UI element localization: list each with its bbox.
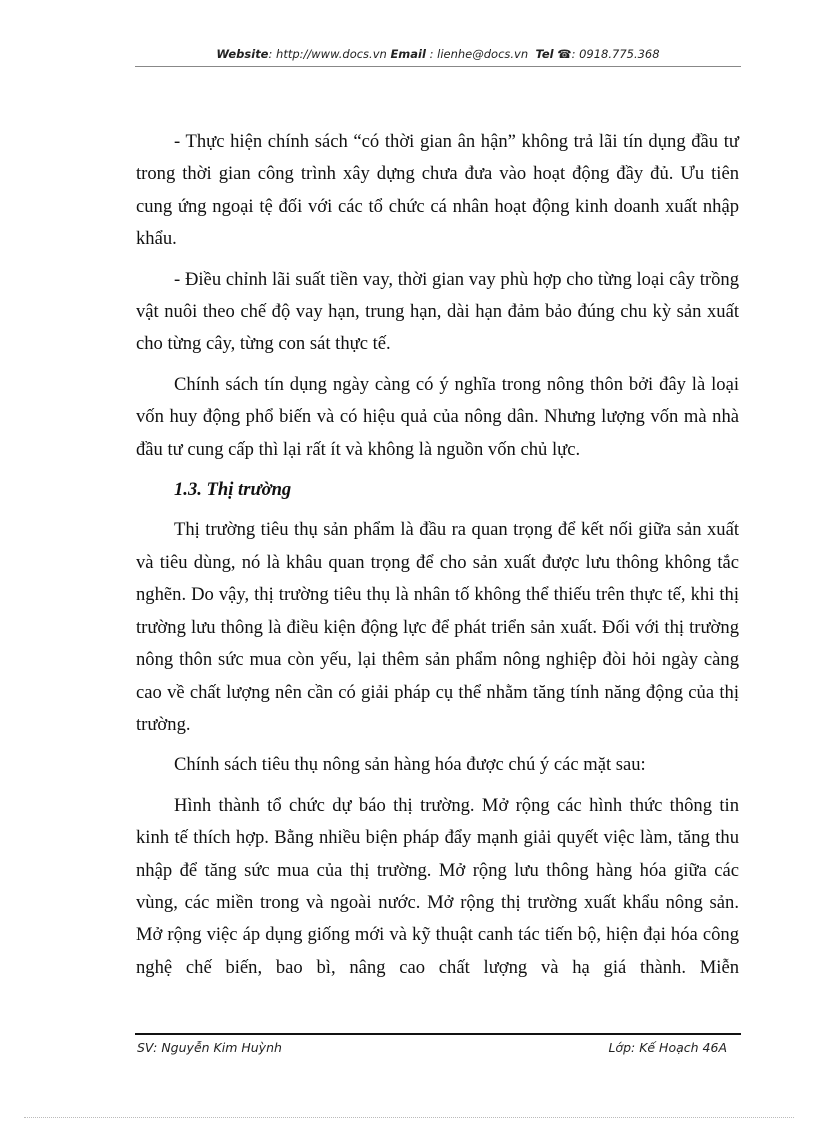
email-label: Email (390, 47, 426, 61)
header-divider (135, 66, 741, 67)
tel-number: : 0918.775.368 (571, 47, 660, 61)
paragraph-market-measures: Hình thành tổ chức dự báo thị trường. Mở rộng các hình thức thông tin kinh tế thích hợp. Bằng nhiều biện pháp đẩy mạnh giải quyết việc làm, tăng thu nhập để tăng sức mua của thị trường. Mở rộng lưu thông hàng hóa giữa các vùng, các miền trong và ngoài nước. Mở rộng thị trường xuất khẩu nông sản. Mở rộng việc áp dụng giống mới và kỹ thuật canh tác tiến bộ, hiện đại hóa công nghệ chế biến, bao bì, nâng cao chất lượng và hạ giá thành. Miễn (136, 794, 739, 978)
page-bottom-border (24, 1117, 794, 1118)
paragraph-consumption-policy: Chính sách tiêu thụ nông sản hàng hóa được chú ý các mặt sau: (174, 754, 646, 776)
paragraph-interest-adjustment: - Điều chỉnh lãi suất tiền vay, thời gian vay phù hợp cho từng loại cây trồng vật nuôi theo chế độ vay hạn, trung hạn, dài hạn đảm bảo đúng chu kỳ sản xuất cho từng cây, từng con sát thực tế. (136, 268, 739, 355)
document-body (136, 126, 739, 992)
section-heading-market: 1.3. Thị trường (174, 479, 292, 501)
website-url[interactable]: : http://www.docs.vn (268, 47, 387, 61)
phone-icon: ☎ (557, 47, 572, 61)
tel-label: Tel (535, 47, 554, 61)
paragraph-credit-grace-period: - Thực hiện chính sách “có thời gian ân hận” không trả lãi tín dụng đầu tư trong thời gian công trình xây dựng chưa đưa vào hoạt động đầy đủ. Ưu tiên cung ứng ngoại tệ đối với các tổ chức cá nhân hoạt động kinh doanh xuất nhập khẩu. (136, 131, 739, 250)
footer-student: SV: Nguyễn Kim Huỳnh (137, 1040, 282, 1055)
paragraph-market-overview: Thị trường tiêu thụ sản phẩm là đầu ra quan trọng để kết nối giữa sản xuất và tiêu dùng, nó là khâu quan trọng để cho sản xuất được lưu thông không tắc nghẽn. Do vậy, thị trường tiêu thụ là nhân tố không thể thiếu trên thực tế, khi thị trường lưu thông là điều kiện động lực để phát triển sản xuất. Đối với thị trường nông thôn sức mua còn yếu, lại thêm sản phẩm nông nghiệp đòi hỏi ngày càng cao về chất lượng nên cần có giải pháp cụ thể nhằm tăng tính năng động của thị trường. (136, 519, 739, 735)
paragraph-credit-policy: Chính sách tín dụng ngày càng có ý nghĩa trong nông thôn bởi đây là loại vốn huy động phổ biến và có hiệu quả của nông dân. Nhưng lượng vốn mà nhà đầu tư cung cấp thì lại rất ít và không là nguồn vốn chủ lực. (136, 373, 739, 460)
footer-divider (135, 1033, 741, 1035)
page-header (135, 47, 741, 61)
footer-class: Lớp: Kế Hoạch 46A (608, 1040, 727, 1055)
email-address[interactable]: : lienhe@docs.vn (429, 47, 529, 61)
website-label: Website (216, 47, 269, 61)
